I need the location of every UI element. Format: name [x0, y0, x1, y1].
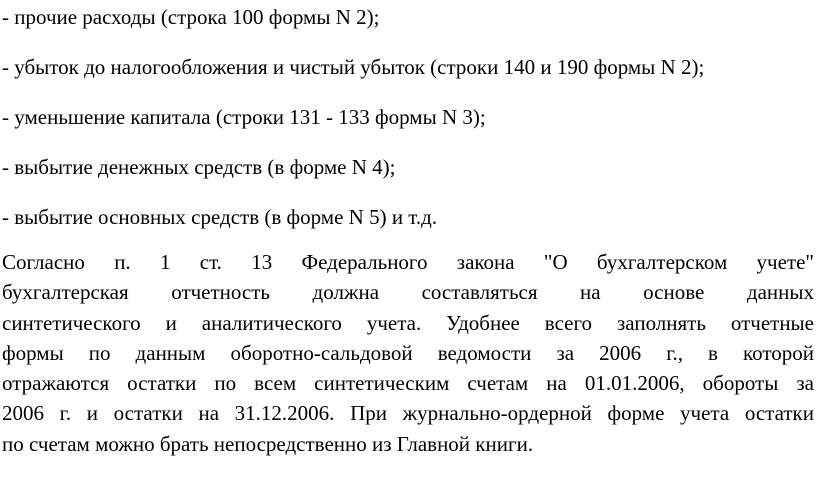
paragraph-line: отражаются остатки по всем синтетическим счетам на 01.01.2006, обороты за	[2, 371, 814, 396]
paragraph-line: 2006 г. и остатки на 31.12.2006. При журнально-ордерной форме учета остатки	[2, 401, 814, 426]
paragraph-line: бухгалтерская отчетность должна составляться на основе данных	[2, 280, 814, 305]
paragraph-line: синтетического и аналитического учета. Удобнее всего заполнять отчетные	[2, 310, 814, 335]
list-item: - прочие расходы (строка 100 формы N 2);	[2, 5, 380, 29]
list-item: - выбытие денежных средств (в форме N 4);	[2, 155, 396, 179]
list-item: - выбытие основных средств (в форме N 5) и т.д.	[2, 205, 438, 229]
paragraph-line: формы по данным оборотно-сальдовой ведомости за 2006 г., в которой	[2, 340, 814, 365]
paragraph-line: Согласно п. 1 ст. 13 Федерального закона "О бухгалтерском учете"	[2, 250, 814, 274]
list-item: - уменьшение капитала (строки 131 - 133 формы N 3);	[2, 105, 486, 129]
paragraph-line: по счетам можно брать непосредственно из Главной книги.	[2, 431, 534, 456]
list-item: - убыток до налогообложения и чистый убыток (строки 140 и 190 формы N 2);	[2, 55, 705, 79]
body-paragraph	[2, 247, 814, 459]
